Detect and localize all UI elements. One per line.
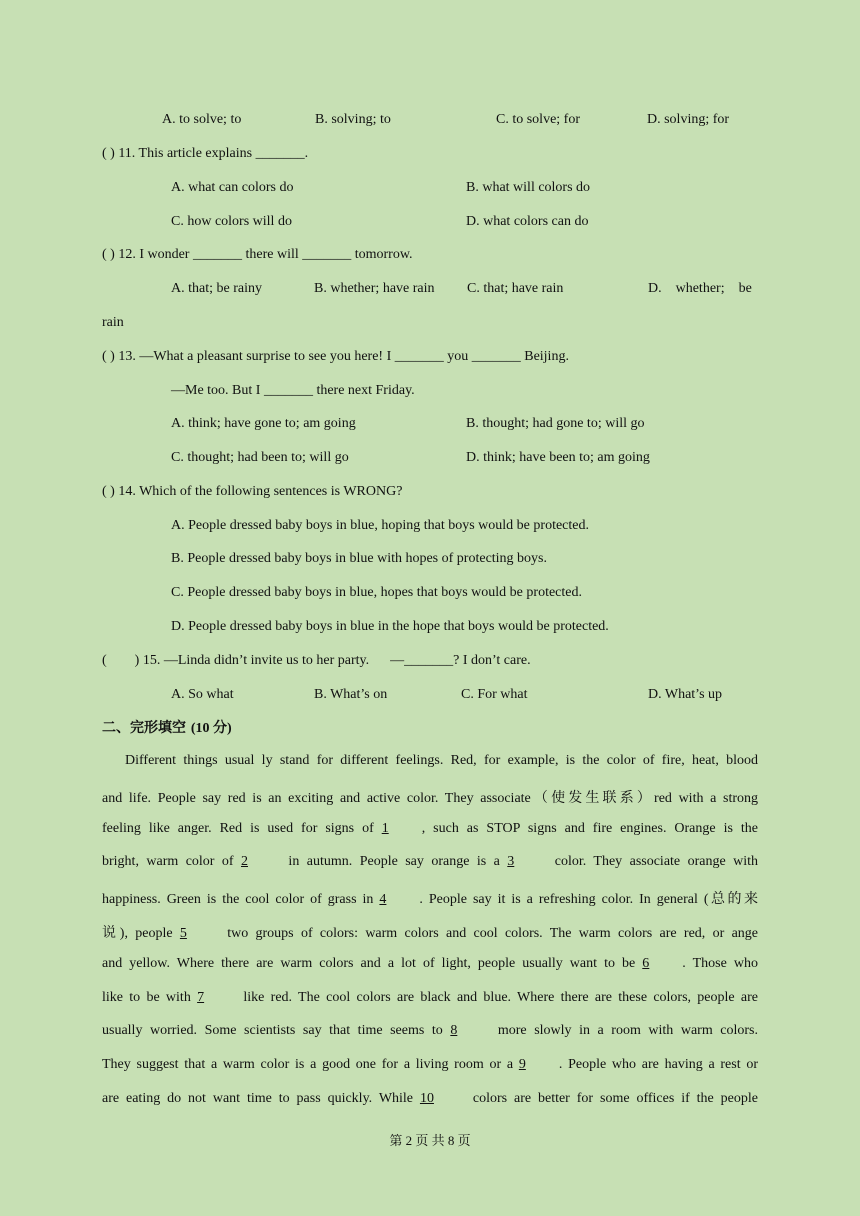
cloze-text: like red. The cool colors are black and blue. Where there are these colors, people are: [237, 989, 758, 1005]
q11-option-d: D. what colors can do: [466, 214, 589, 229]
cloze-blank-3: 3: [507, 854, 515, 870]
cloze-blank-2: 2: [241, 854, 248, 870]
cloze-line: [102, 990, 758, 1006]
q13-option-d: D. think; have been to; am going: [466, 450, 650, 465]
section-title: 二、完形填空: [102, 720, 186, 736]
section-points: (10 分): [190, 721, 232, 736]
section-heading: [102, 719, 232, 738]
cloze-line: [102, 1091, 758, 1107]
q11-option-c: C. how colors will do: [171, 214, 292, 229]
cloze-blank-1: 1: [381, 820, 389, 836]
cloze-text: . People who are having a rest or: [558, 1057, 759, 1073]
cloze-text: and life. People say red is an exciting and active color. They associate（使发生联系）red with a strong: [102, 790, 758, 806]
q10-option-a: A. to solve; to: [162, 112, 242, 127]
cloze-text: Different things usual ly stand for different feelings. Red, for example, is the color of fire, heat, blood: [125, 753, 758, 768]
cloze-blank-9: 9: [518, 1057, 526, 1073]
cloze-text: are eating do not want time to pass quickly. While: [102, 1091, 420, 1106]
cloze-line: [102, 821, 758, 837]
cloze-text: color. They associate orange with: [547, 854, 758, 870]
cloze-text: two groups of colors: warm colors and cool colors. The warm colors are red, or ange: [219, 926, 758, 941]
cloze-text: happiness. Green is the cool color of grass in: [102, 892, 380, 908]
q14-option-c: C. People dressed baby boys in blue, hopes that boys would be protected.: [171, 585, 582, 600]
cloze-blank-6: 6: [642, 955, 650, 971]
q13-option-a: A. think; have gone to; am going: [171, 416, 356, 431]
q12-stem: ( ) 12. I wonder _______ there will _______ tomorrow.: [102, 247, 413, 262]
q10-option-c: C. to solve; for: [496, 112, 580, 127]
cloze-text: like to be with: [102, 989, 198, 1005]
q13-stem: ( ) 13. —What a pleasant surprise to see you here! I _______ you _______ Beijing.: [102, 349, 569, 364]
q14-option-b: B. People dressed baby boys in blue with hopes of protecting boys.: [171, 551, 548, 566]
q12-option-a: A. that; be rainy: [171, 281, 262, 296]
q14-option-d: D. People dressed baby boys in blue in the hope that boys would be protected.: [171, 619, 609, 634]
cloze-text: bright, warm color of: [102, 854, 241, 870]
page-footer: 第 2 页 共 8 页: [389, 1133, 471, 1148]
q11-option-a: A. what can colors do: [171, 180, 294, 195]
cloze-text: They suggest that a warm color is a good one for a living room or a: [102, 1057, 519, 1073]
q15-option-c: C. For what: [461, 687, 528, 702]
q15-option-d: D. What’s up: [648, 687, 723, 702]
cloze-text: and yellow. Where there are warm colors and a lot of light, people usually want to be: [102, 955, 643, 971]
cloze-text: more slowly in a room with warm colors.: [490, 1023, 758, 1039]
cloze-line: [125, 753, 758, 769]
cloze-line: [102, 854, 758, 870]
q15-option-a: A. So what: [171, 687, 234, 702]
q12-option-c: C. that; have rain: [467, 281, 564, 296]
cloze-blank-8: 8: [450, 1023, 458, 1039]
q12-option-d: D. whether; be: [648, 281, 752, 296]
q12-option-d-wrap: rain: [102, 315, 124, 330]
cloze-text: colors are better for some offices if the people: [465, 1091, 758, 1106]
cloze-line: [102, 888, 758, 908]
cloze-line: [102, 1023, 758, 1039]
q10-option-d: D. solving; for: [647, 112, 730, 127]
cloze-text: usually worried. Some scientists say that time seems to: [102, 1023, 451, 1039]
cloze-text: . People say it is a refreshing color. In general (总的来: [419, 892, 759, 908]
cloze-blank-10: 10: [419, 1091, 434, 1106]
q13-reply: —Me too. But I _______ there next Friday.: [171, 383, 415, 398]
cloze-text: feeling like anger. Red is used for signs of: [102, 820, 382, 836]
q10-option-b: B. solving; to: [315, 112, 391, 127]
cloze-line: [102, 1057, 758, 1073]
cloze-blank-4: 4: [379, 892, 387, 908]
cloze-blank-5: 5: [179, 926, 187, 941]
cloze-line: [102, 787, 758, 807]
cloze-line: [102, 922, 758, 942]
cloze-text: , such as STOP signs and fire engines. Orange is the: [421, 820, 758, 836]
q14-option-a: A. People dressed baby boys in blue, hoping that boys would be protected.: [171, 518, 589, 533]
q15-stem: ( ) 15. —Linda didn’t invite us to her party. —_______? I don’t care.: [102, 653, 531, 668]
q11-stem: ( ) 11. This article explains _______.: [102, 146, 309, 161]
q12-option-b: B. whether; have rain: [314, 281, 435, 296]
q15-option-b: B. What’s on: [314, 687, 388, 702]
cloze-text: in autumn. People say orange is a: [281, 854, 508, 870]
q13-option-c: C. thought; had been to; will go: [171, 450, 349, 465]
q13-option-b: B. thought; had gone to; will go: [466, 416, 645, 431]
cloze-text: . Those who: [682, 955, 758, 971]
q11-option-b: B. what will colors do: [466, 180, 591, 195]
cloze-blank-7: 7: [197, 989, 205, 1005]
cloze-line: [102, 956, 758, 972]
cloze-text: 说), people: [102, 926, 180, 941]
q14-stem: ( ) 14. Which of the following sentences is WRONG?: [102, 484, 403, 499]
